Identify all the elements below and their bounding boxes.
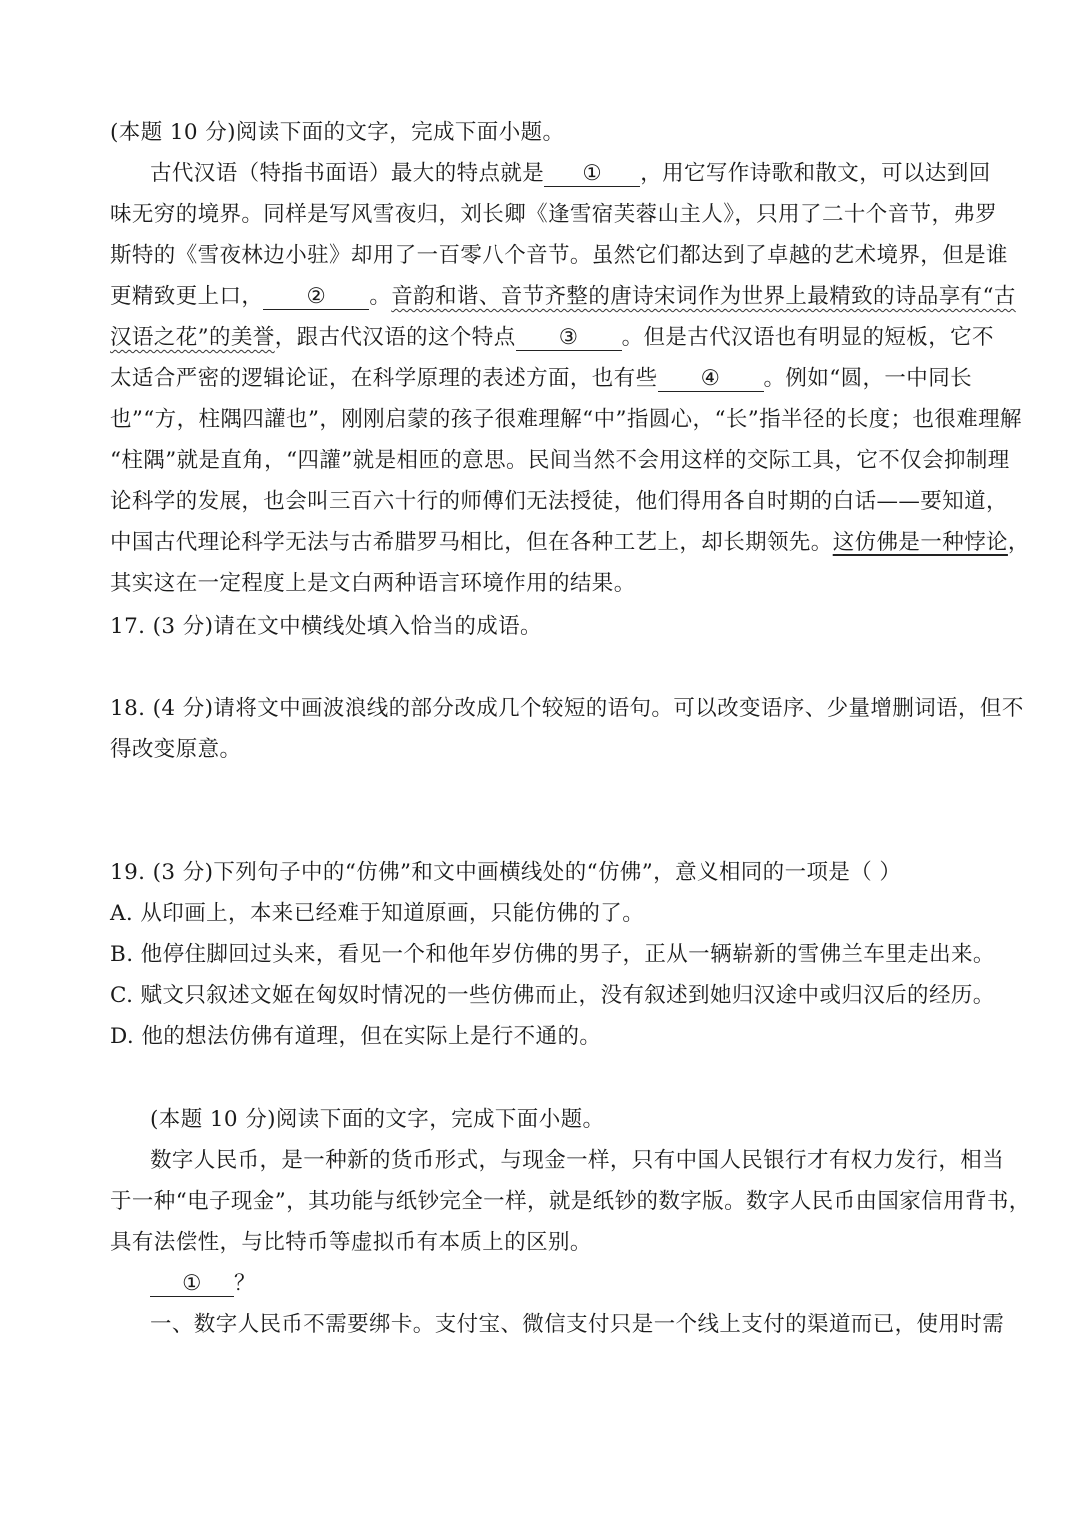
wavy-underlined-text: 汉语之花”的美誉 xyxy=(110,325,275,350)
passage1-line-2: 味无穷的境界。同样是写风雪夜归，刘长卿《逢雪宿芙蓉山主人》，只用了二十个音节，弗罗 xyxy=(110,202,998,227)
section1-header: (本题 10 分)阅读下面的文字，完成下面小题。 xyxy=(110,120,565,145)
blank-1-section2: ① xyxy=(150,1272,234,1297)
blank-3: ③ xyxy=(516,326,622,351)
passage1-line-3: 斯特的《雪夜林边小驻》却用了一百零八个音节。虽然它们都达到了卓越的艺术境界，但是谁 xyxy=(110,243,1008,268)
text-span: 。但是古代汉语也有明显的短板，它不 xyxy=(621,325,994,350)
question-19: 19. (3 分)下列句子中的“仿佛”和文中画横线处的“仿佛”，意义相同的一项是（ ） xyxy=(110,860,902,885)
question-18-line-2: 得改变原意。 xyxy=(110,737,242,762)
passage2-line-3: 具有法偿性，与比特币等虚拟币有本质上的区别。 xyxy=(110,1230,592,1255)
text-span: 更精致更上口， xyxy=(110,284,264,309)
passage1-line-8: “柱隅”就是直角，“四讙”就是相匝的意思。民间当然不会用这样的交际工具，它不仅会抑制理 xyxy=(110,448,1010,473)
passage1-line-5 xyxy=(110,323,994,353)
blank-2: ② xyxy=(263,285,369,310)
text-span: ，用它写作诗歌和散文，可以达到回 xyxy=(640,161,991,186)
text-span: 。 xyxy=(369,284,392,309)
blank-4: ④ xyxy=(658,367,764,392)
text-span: 。例如“圆，一中同长 xyxy=(763,366,973,391)
question-mark: ？ xyxy=(234,1271,256,1296)
text-span: 太适合严密的逻辑论证，在科学原理的表述方面，也有些 xyxy=(110,366,658,391)
option-d: D. 他的想法仿佛有道理，但在实际上是行不通的。 xyxy=(110,1024,602,1049)
wavy-underlined-text: 音韵和谐、音节齐整的唐诗宋词作为世界上最精致的诗品享有“古 xyxy=(391,284,1016,309)
passage1-line-11: 其实这在一定程度上是文白两种语言环境作用的结果。 xyxy=(110,571,636,596)
text-span: 古代汉语（特指书面语）最大的特点就是 xyxy=(150,161,545,186)
option-a: A. 从印画上，本来已经难于知道原画，只能仿佛的了。 xyxy=(110,901,645,926)
question-17: 17. (3 分)请在文中横线处填入恰当的成语。 xyxy=(110,614,542,639)
text-span: ，跟古代汉语的这个特点 xyxy=(274,325,516,350)
passage1-line-6 xyxy=(110,364,972,394)
option-c: C. 赋文只叙述文姬在匈奴时情况的一些仿佛而止，没有叙述到她归汉途中或归汉后的经历。 xyxy=(110,983,995,1008)
question-18-line-1: 18. (4 分)请将文中画波浪线的部分改成几个较短的语句。可以改变语序、少量增删词语，但不 xyxy=(110,696,1024,721)
blank-1: ① xyxy=(544,162,640,187)
passage1-line-9: 论科学的发展，也会叫三百六十行的师傅们无法授徒，他们得用各自时期的白话——要知道， xyxy=(110,489,1008,514)
passage2-line-2: 于一种“电子现金”，其功能与纸钞完全一样，就是纸钞的数字版。数字人民币由国家信用背书， xyxy=(110,1189,1031,1214)
passage1-line-1 xyxy=(150,159,991,189)
passage2-line-1: 数字人民币，是一种新的货币形式，与现金一样，只有中国人民银行才有权力发行，相当 xyxy=(150,1148,1005,1173)
passage1-line-10 xyxy=(110,528,1030,558)
passage2-line-5: 一、数字人民币不需要绑卡。支付宝、微信支付只是一个线上支付的渠道而已，使用时需 xyxy=(150,1312,1005,1337)
passage1-line-4 xyxy=(110,282,1016,312)
option-b: B. 他停住脚回过头来，看见一个和他年岁仿佛的男子，正从一辆崭新的雪佛兰车里走出来。 xyxy=(110,942,995,967)
section2-header: (本题 10 分)阅读下面的文字，完成下面小题。 xyxy=(150,1107,605,1132)
text-span: ， xyxy=(1007,530,1030,555)
underlined-text: 这仿佛是一种悖论 xyxy=(832,530,1008,555)
passage1-line-7: 也”“方，柱隅四讙也”，刚刚启蒙的孩子很难理解“中”指圆心，“长”指半径的长度；也很难理解 xyxy=(110,407,1022,432)
text-span: 中国古代理论科学无法与古希腊罗马相比，但在各种工艺上，却长期领先。 xyxy=(110,530,833,555)
passage2-line-4 xyxy=(150,1269,256,1299)
